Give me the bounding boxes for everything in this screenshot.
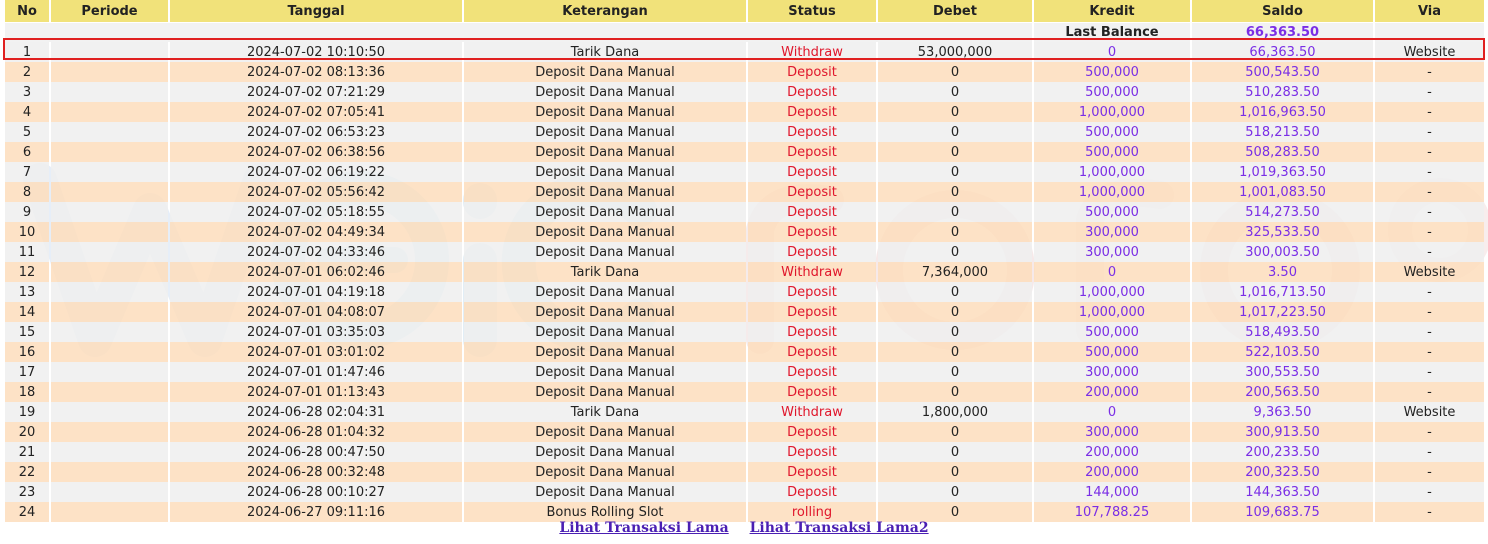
- cell-saldo: 300,913.50: [1192, 422, 1373, 442]
- cell-periode: [51, 182, 168, 202]
- cell-saldo: 109,683.75: [1192, 502, 1373, 522]
- cell-periode: [51, 382, 168, 402]
- cell-via: -: [1375, 382, 1484, 402]
- cell-debet: 0: [878, 342, 1032, 362]
- cell-keterangan: Deposit Dana Manual: [464, 142, 746, 162]
- cell-periode: [51, 122, 168, 142]
- cell-no: 19: [5, 402, 49, 422]
- cell-tanggal: 2024-07-02 04:49:34: [170, 222, 462, 242]
- cell-via: -: [1375, 442, 1484, 462]
- cell-via: -: [1375, 182, 1484, 202]
- cell-status: Deposit: [748, 182, 876, 202]
- cell-status: Deposit: [748, 82, 876, 102]
- cell-debet: 0: [878, 422, 1032, 442]
- cell-status: Withdraw: [748, 262, 876, 282]
- cell-periode: [51, 202, 168, 222]
- cell-keterangan: Deposit Dana Manual: [464, 482, 746, 502]
- cell-saldo: 300,553.50: [1192, 362, 1373, 382]
- cell-periode: [51, 402, 168, 422]
- table-row: [5, 202, 1484, 222]
- table-header-row: [5, 0, 1484, 23]
- cell-debet: 0: [878, 382, 1032, 402]
- cell-no: 4: [5, 102, 49, 122]
- cell-debet: 0: [878, 182, 1032, 202]
- table-row: [5, 442, 1484, 462]
- table-row: [5, 402, 1484, 422]
- cell-status: Deposit: [748, 142, 876, 162]
- cell-kredit: 0: [1034, 262, 1190, 282]
- cell-saldo: 500,543.50: [1192, 62, 1373, 82]
- cell-tanggal: 2024-06-28 01:04:32: [170, 422, 462, 442]
- cell-saldo: 518,213.50: [1192, 122, 1373, 142]
- cell-kredit: 1,000,000: [1034, 302, 1190, 322]
- table-row: [5, 262, 1484, 282]
- table-row: [5, 302, 1484, 322]
- cell-keterangan: Deposit Dana Manual: [464, 62, 746, 82]
- cell-via: -: [1375, 122, 1484, 142]
- cell-debet: 0: [878, 162, 1032, 182]
- cell-keterangan: Deposit Dana Manual: [464, 422, 746, 442]
- cell-periode: [51, 42, 168, 62]
- cell-via: -: [1375, 142, 1484, 162]
- cell-saldo: 66,363.50: [1192, 42, 1373, 62]
- cell-saldo: 510,283.50: [1192, 82, 1373, 102]
- cell-kredit: 200,000: [1034, 442, 1190, 462]
- cell-status: Deposit: [748, 422, 876, 442]
- cell-status: Deposit: [748, 442, 876, 462]
- cell-saldo: 300,003.50: [1192, 242, 1373, 262]
- cell-tanggal: 2024-07-02 06:53:23: [170, 122, 462, 142]
- cell-via: -: [1375, 462, 1484, 482]
- table-row: [5, 342, 1484, 362]
- cell-debet: 0: [878, 202, 1032, 222]
- cell-keterangan: Bonus Rolling Slot: [464, 502, 746, 522]
- cell-via: -: [1375, 242, 1484, 262]
- cell-via: -: [1375, 362, 1484, 382]
- cell-kredit: 144,000: [1034, 482, 1190, 502]
- cell-via: -: [1375, 202, 1484, 222]
- cell-kredit: 200,000: [1034, 382, 1190, 402]
- cell-periode: [51, 482, 168, 502]
- table-row: [5, 362, 1484, 382]
- cell-periode: [51, 262, 168, 282]
- cell-tanggal: 2024-07-02 07:05:41: [170, 102, 462, 122]
- cell-via: Website: [1375, 402, 1484, 422]
- cell-via: -: [1375, 302, 1484, 322]
- cell-status: Deposit: [748, 282, 876, 302]
- cell-saldo: 200,233.50: [1192, 442, 1373, 462]
- old-transactions-links: [0, 520, 1488, 536]
- cell-debet: 0: [878, 62, 1032, 82]
- cell-debet: 0: [878, 222, 1032, 242]
- cell-no: 15: [5, 322, 49, 342]
- link-lihat-transaksi-lama[interactable]: Lihat Transaksi Lama: [559, 520, 729, 536]
- cell-no: 8: [5, 182, 49, 202]
- cell-no: 20: [5, 422, 49, 442]
- cell-no: 7: [5, 162, 49, 182]
- cell-via: -: [1375, 162, 1484, 182]
- cell-saldo: 1,017,223.50: [1192, 302, 1373, 322]
- cell-saldo: 514,273.50: [1192, 202, 1373, 222]
- cell-keterangan: Deposit Dana Manual: [464, 182, 746, 202]
- cell-kredit: 300,000: [1034, 422, 1190, 442]
- cell-kredit: 0: [1034, 402, 1190, 422]
- cell-keterangan: Deposit Dana Manual: [464, 362, 746, 382]
- cell-tanggal: 2024-07-01 01:47:46: [170, 362, 462, 382]
- cell-status: Deposit: [748, 462, 876, 482]
- cell-periode: [51, 462, 168, 482]
- table-row: [5, 42, 1484, 62]
- cell-tanggal: 2024-07-02 10:10:50: [170, 42, 462, 62]
- transaction-table: [3, 0, 1486, 522]
- cell-keterangan: Deposit Dana Manual: [464, 102, 746, 122]
- cell-via: Website: [1375, 262, 1484, 282]
- cell-no: 3: [5, 82, 49, 102]
- cell-periode: [51, 442, 168, 462]
- cell-status: Deposit: [748, 342, 876, 362]
- table-row: [5, 222, 1484, 242]
- cell-no: 10: [5, 222, 49, 242]
- cell-kredit: 500,000: [1034, 202, 1190, 222]
- cell-debet: 0: [878, 502, 1032, 522]
- cell-status: Deposit: [748, 482, 876, 502]
- header-periode: Periode: [51, 0, 168, 23]
- cell-status: Deposit: [748, 162, 876, 182]
- cell-keterangan: Deposit Dana Manual: [464, 382, 746, 402]
- cell-periode: [51, 142, 168, 162]
- cell-tanggal: 2024-07-02 06:19:22: [170, 162, 462, 182]
- cell-via: -: [1375, 82, 1484, 102]
- cell-debet: 0: [878, 82, 1032, 102]
- cell-periode: [51, 422, 168, 442]
- cell-no: 23: [5, 482, 49, 502]
- cell-tanggal: 2024-06-28 00:32:48: [170, 462, 462, 482]
- cell-no: 9: [5, 202, 49, 222]
- cell-kredit: 500,000: [1034, 342, 1190, 362]
- cell-via: -: [1375, 62, 1484, 82]
- cell-no: 21: [5, 442, 49, 462]
- cell-debet: 0: [878, 122, 1032, 142]
- cell-keterangan: Tarik Dana: [464, 402, 746, 422]
- cell-keterangan: Deposit Dana Manual: [464, 222, 746, 242]
- cell-periode: [51, 242, 168, 262]
- cell-keterangan: Tarik Dana: [464, 42, 746, 62]
- cell-keterangan: Tarik Dana: [464, 262, 746, 282]
- cell-periode: [51, 502, 168, 522]
- cell-tanggal: 2024-07-01 04:08:07: [170, 302, 462, 322]
- last-balance-value: 66,363.50: [1192, 23, 1373, 42]
- cell-kredit: 500,000: [1034, 122, 1190, 142]
- last-balance-label: Last Balance: [1034, 23, 1190, 42]
- cell-saldo: 9,363.50: [1192, 402, 1373, 422]
- cell-no: 13: [5, 282, 49, 302]
- cell-keterangan: Deposit Dana Manual: [464, 162, 746, 182]
- cell-status: Deposit: [748, 62, 876, 82]
- cell-via: -: [1375, 222, 1484, 242]
- cell-periode: [51, 342, 168, 362]
- cell-via: -: [1375, 342, 1484, 362]
- cell-keterangan: Deposit Dana Manual: [464, 242, 746, 262]
- cell-debet: 0: [878, 362, 1032, 382]
- cell-kredit: 1,000,000: [1034, 102, 1190, 122]
- cell-tanggal: 2024-06-28 00:47:50: [170, 442, 462, 462]
- table-row: [5, 242, 1484, 262]
- cell-keterangan: Deposit Dana Manual: [464, 302, 746, 322]
- cell-no: 5: [5, 122, 49, 142]
- cell-tanggal: 2024-06-28 00:10:27: [170, 482, 462, 502]
- cell-no: 17: [5, 362, 49, 382]
- cell-status: Deposit: [748, 122, 876, 142]
- cell-keterangan: Deposit Dana Manual: [464, 122, 746, 142]
- cell-saldo: 325,533.50: [1192, 222, 1373, 242]
- header-tanggal: Tanggal: [170, 0, 462, 23]
- cell-saldo: 3.50: [1192, 262, 1373, 282]
- cell-tanggal: 2024-07-01 04:19:18: [170, 282, 462, 302]
- cell-saldo: 200,323.50: [1192, 462, 1373, 482]
- cell-periode: [51, 302, 168, 322]
- cell-keterangan: Deposit Dana Manual: [464, 462, 746, 482]
- cell-tanggal: 2024-06-27 09:11:16: [170, 502, 462, 522]
- table-row: [5, 382, 1484, 402]
- header-status: Status: [748, 0, 876, 23]
- table-row: [5, 462, 1484, 482]
- cell-saldo: 200,563.50: [1192, 382, 1373, 402]
- header-no: No: [5, 0, 49, 23]
- last-balance-row: [5, 23, 1484, 42]
- cell-kredit: 500,000: [1034, 62, 1190, 82]
- cell-kredit: 500,000: [1034, 82, 1190, 102]
- table-row: [5, 82, 1484, 102]
- cell-periode: [51, 162, 168, 182]
- cell-status: Withdraw: [748, 402, 876, 422]
- cell-via: -: [1375, 102, 1484, 122]
- cell-status: Deposit: [748, 302, 876, 322]
- table-row: [5, 282, 1484, 302]
- cell-saldo: 1,019,363.50: [1192, 162, 1373, 182]
- cell-debet: 0: [878, 302, 1032, 322]
- cell-no: 1: [5, 42, 49, 62]
- cell-saldo: 1,016,713.50: [1192, 282, 1373, 302]
- table-row: [5, 122, 1484, 142]
- cell-saldo: 1,001,083.50: [1192, 182, 1373, 202]
- cell-keterangan: Deposit Dana Manual: [464, 342, 746, 362]
- cell-kredit: 500,000: [1034, 142, 1190, 162]
- cell-periode: [51, 62, 168, 82]
- cell-kredit: 1,000,000: [1034, 182, 1190, 202]
- cell-periode: [51, 362, 168, 382]
- cell-status: Deposit: [748, 222, 876, 242]
- cell-debet: 0: [878, 442, 1032, 462]
- cell-no: 2: [5, 62, 49, 82]
- cell-no: 16: [5, 342, 49, 362]
- cell-periode: [51, 222, 168, 242]
- table-row: [5, 62, 1484, 82]
- cell-via: -: [1375, 322, 1484, 342]
- cell-kredit: 200,000: [1034, 462, 1190, 482]
- cell-periode: [51, 282, 168, 302]
- cell-debet: 0: [878, 482, 1032, 502]
- cell-status: Deposit: [748, 322, 876, 342]
- cell-via: -: [1375, 502, 1484, 522]
- cell-via: -: [1375, 282, 1484, 302]
- cell-keterangan: Deposit Dana Manual: [464, 202, 746, 222]
- cell-via: -: [1375, 482, 1484, 502]
- cell-no: 12: [5, 262, 49, 282]
- cell-kredit: 300,000: [1034, 362, 1190, 382]
- cell-kredit: 1,000,000: [1034, 282, 1190, 302]
- cell-kredit: 0: [1034, 42, 1190, 62]
- header-kredit: Kredit: [1034, 0, 1190, 23]
- cell-debet: 0: [878, 102, 1032, 122]
- cell-status: Deposit: [748, 242, 876, 262]
- link-lihat-transaksi-lama2[interactable]: Lihat Transaksi Lama2: [749, 520, 929, 536]
- cell-kredit: 500,000: [1034, 322, 1190, 342]
- table-row: [5, 322, 1484, 342]
- table-row: [5, 482, 1484, 502]
- cell-tanggal: 2024-06-28 02:04:31: [170, 402, 462, 422]
- cell-tanggal: 2024-07-02 07:21:29: [170, 82, 462, 102]
- cell-status: Deposit: [748, 102, 876, 122]
- cell-tanggal: 2024-07-02 08:13:36: [170, 62, 462, 82]
- cell-no: 22: [5, 462, 49, 482]
- table-row: [5, 502, 1484, 522]
- cell-status: Deposit: [748, 382, 876, 402]
- cell-saldo: 518,493.50: [1192, 322, 1373, 342]
- cell-debet: 0: [878, 282, 1032, 302]
- cell-tanggal: 2024-07-02 05:18:55: [170, 202, 462, 222]
- header-via: Via: [1375, 0, 1484, 23]
- header-saldo: Saldo: [1192, 0, 1373, 23]
- cell-kredit: 1,000,000: [1034, 162, 1190, 182]
- table-row: [5, 142, 1484, 162]
- cell-tanggal: 2024-07-01 06:02:46: [170, 262, 462, 282]
- cell-status: Deposit: [748, 202, 876, 222]
- header-keterangan: Keterangan: [464, 0, 746, 23]
- cell-no: 6: [5, 142, 49, 162]
- table-row: [5, 422, 1484, 442]
- cell-periode: [51, 102, 168, 122]
- cell-tanggal: 2024-07-01 01:13:43: [170, 382, 462, 402]
- cell-debet: 0: [878, 142, 1032, 162]
- cell-debet: 7,364,000: [878, 262, 1032, 282]
- header-debet: Debet: [878, 0, 1032, 23]
- cell-debet: 0: [878, 242, 1032, 262]
- cell-debet: 53,000,000: [878, 42, 1032, 62]
- table-row: [5, 162, 1484, 182]
- cell-status: rolling: [748, 502, 876, 522]
- cell-keterangan: Deposit Dana Manual: [464, 322, 746, 342]
- cell-debet: 1,800,000: [878, 402, 1032, 422]
- cell-via: -: [1375, 422, 1484, 442]
- cell-periode: [51, 82, 168, 102]
- cell-status: Deposit: [748, 362, 876, 382]
- table-row: [5, 102, 1484, 122]
- cell-saldo: 144,363.50: [1192, 482, 1373, 502]
- cell-debet: 0: [878, 322, 1032, 342]
- cell-periode: [51, 322, 168, 342]
- cell-saldo: 508,283.50: [1192, 142, 1373, 162]
- cell-keterangan: Deposit Dana Manual: [464, 442, 746, 462]
- cell-via: Website: [1375, 42, 1484, 62]
- cell-saldo: 1,016,963.50: [1192, 102, 1373, 122]
- cell-status: Withdraw: [748, 42, 876, 62]
- cell-saldo: 522,103.50: [1192, 342, 1373, 362]
- cell-no: 18: [5, 382, 49, 402]
- cell-no: 24: [5, 502, 49, 522]
- cell-kredit: 300,000: [1034, 242, 1190, 262]
- table-row: [5, 182, 1484, 202]
- cell-keterangan: Deposit Dana Manual: [464, 82, 746, 102]
- cell-debet: 0: [878, 462, 1032, 482]
- cell-no: 14: [5, 302, 49, 322]
- cell-no: 11: [5, 242, 49, 262]
- cell-kredit: 107,788.25: [1034, 502, 1190, 522]
- cell-tanggal: 2024-07-02 04:33:46: [170, 242, 462, 262]
- cell-keterangan: Deposit Dana Manual: [464, 282, 746, 302]
- cell-tanggal: 2024-07-02 06:38:56: [170, 142, 462, 162]
- cell-kredit: 300,000: [1034, 222, 1190, 242]
- cell-tanggal: 2024-07-01 03:35:03: [170, 322, 462, 342]
- cell-tanggal: 2024-07-01 03:01:02: [170, 342, 462, 362]
- cell-tanggal: 2024-07-02 05:56:42: [170, 182, 462, 202]
